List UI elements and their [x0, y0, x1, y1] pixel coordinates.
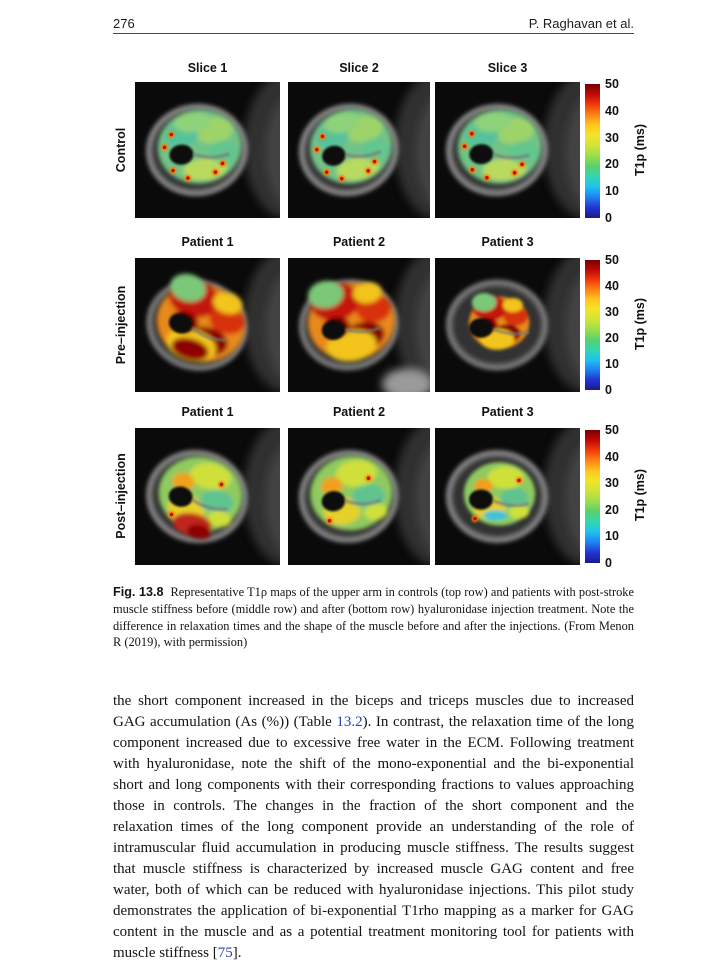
- body-segment-1: the short component increased in the biceps and triceps muscles due to increased GAG accumulation (As (%)) (Table: [113, 693, 634, 730]
- column-label-slice-1: Slice 1: [187, 61, 228, 75]
- reference-75-link[interactable]: 75: [217, 945, 233, 960]
- body-segment-2: ). In contrast, the relaxation time of the long component increased due to excessive free water in the ECM. Following treatment with hyaluronidase, note the shift of the mono-exponential and the bi-exponential short and long components with their corresponding fractions to values approaching those in controls. The changes in the fraction of the short component and the relaxation times of the long component provide an understanding of the role of intramuscular fluid accumulation in producing muscle stiffness. The results suggest that muscle stiffness is characterized by increased muscle GAG content and free water, both of which can be reduced with hyaluronidase injections. This pilot study demonstrates the application of bi-exponential T1rho mapping as a marker for GAG content in the muscle and as a potential treatment monitoring tool for patients with muscle stiffness [: [113, 714, 634, 960]
- colorbar-unit-label-post: T1p (ms): [633, 468, 647, 522]
- colorbar-unit-label-pre: T1p (ms): [633, 297, 647, 351]
- running-head: [113, 16, 634, 31]
- header-rule: [113, 33, 634, 34]
- column-label-slice-3: Slice 3: [487, 61, 528, 75]
- colorbar-pre: [585, 260, 600, 390]
- column-label-post-patient-1: Patient 1: [181, 405, 234, 419]
- row-label-pre-injection: Pre–injection: [114, 285, 128, 365]
- figure-caption: [113, 584, 634, 651]
- column-label-post-patient-3: Patient 3: [481, 405, 534, 419]
- running-head-authors: P. Raghavan et al.: [528, 16, 634, 31]
- colorbar-control: [585, 84, 600, 218]
- column-label-slice-2: Slice 2: [339, 61, 379, 75]
- table-13-2-link[interactable]: 13.2: [336, 714, 363, 730]
- colorbar-ticks-pre: 50 40 30 20 10 0: [605, 253, 619, 397]
- column-label-pre-patient-2: Patient 2: [332, 235, 386, 249]
- mri-image-pre-patient-2: [288, 258, 430, 392]
- mri-image-post-patient-2: [288, 428, 430, 565]
- mri-image-control-slice-3: [435, 82, 580, 218]
- colorbar-unit-label-control: T1p (ms): [633, 123, 647, 177]
- page-number: 276: [113, 16, 135, 31]
- body-paragraph: [113, 691, 634, 960]
- mri-image-post-patient-3: [435, 428, 580, 565]
- mri-image-post-patient-1: [135, 428, 280, 565]
- body-segment-3: ].: [232, 945, 242, 960]
- colorbar-post: [585, 430, 600, 563]
- mri-image-pre-patient-3: [435, 258, 580, 392]
- row-label-post-injection: Post–injection: [114, 453, 128, 539]
- colorbar-ticks-post: 50 40 30 20 10 0: [605, 423, 619, 570]
- column-label-post-patient-2: Patient 2: [332, 405, 386, 419]
- mri-image-control-slice-1: [135, 82, 280, 218]
- column-label-pre-patient-1: Patient 1: [181, 235, 234, 249]
- figure-caption-label: Fig. 13.8: [113, 585, 164, 599]
- row-label-control: Control: [114, 127, 128, 173]
- colorbar-ticks-control: 50 40 30 20 10 0: [605, 77, 619, 225]
- figure-caption-text: Representative T1ρ maps of the upper arm in controls (top row) and patients with post-stroke muscle stiffness before (middle row) and after (bottom row) hyaluronidase injection treatment. Note the difference in relaxation times and the shape of the muscle before and after the injections. (From Menon R (2019), with permission): [113, 585, 634, 650]
- column-label-pre-patient-3: Patient 3: [481, 235, 534, 249]
- mri-image-control-slice-2: [288, 82, 430, 218]
- mri-image-pre-patient-1: [135, 258, 280, 392]
